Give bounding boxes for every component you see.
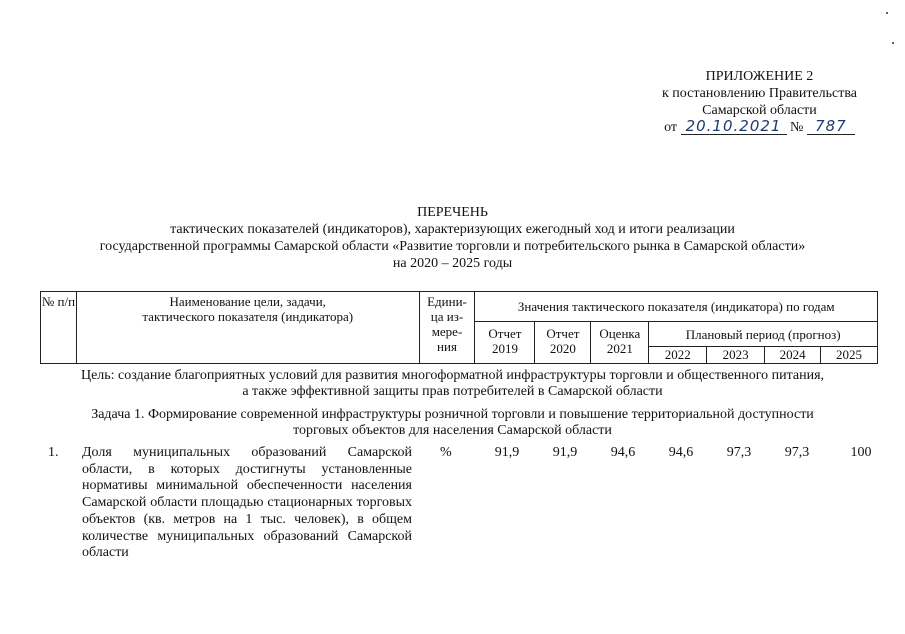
title-heading: ПЕРЕЧЕНЬ xyxy=(417,205,488,220)
task-line-1: Задача 1. Формирование современной инфраструктуры розничной торговли и повышение территориальной доступности xyxy=(91,407,814,422)
year-2024-header: 2024 xyxy=(765,347,821,364)
report-label: Отчет xyxy=(546,326,580,341)
task-text xyxy=(0,407,905,439)
document-title xyxy=(0,204,905,272)
goal-line-2: а также эффективной защиты прав потребителей в Самарской области xyxy=(242,384,663,399)
goal-line-1: Цель: создание благоприятных условий для развития многоформатной инфраструктуры торговли и общественного питания, xyxy=(80,368,825,383)
title-line-3: государственной программы Самарской области «Развитие торговли и потребительского рынка в Самарской области» xyxy=(99,239,806,254)
values-header: Значения тактического показателя (индикатора) по годам xyxy=(475,292,878,322)
table-row xyxy=(0,445,905,575)
appendix-region: Самарской области xyxy=(702,103,817,118)
appendix-title: ПРИЛОЖЕНИЕ 2 xyxy=(705,69,814,84)
report-label: Отчет xyxy=(488,326,522,341)
indicators-table-header xyxy=(40,291,878,364)
scan-speck xyxy=(892,42,894,44)
scan-speck xyxy=(886,12,888,14)
value-2020: 91,9 xyxy=(552,445,578,460)
value-2023: 97,3 xyxy=(726,445,752,460)
value-2025: 100 xyxy=(850,445,872,460)
row-number: 1. xyxy=(48,445,59,460)
col-name-header: Наименование цели, задачи, тактического показателя (индикатора) xyxy=(76,292,419,364)
estimate-label: Оценка xyxy=(599,326,641,341)
from-label: от xyxy=(664,120,678,135)
year-2022-header: 2022 xyxy=(649,347,707,364)
handwritten-date: 20.10.2021 xyxy=(681,119,787,135)
year-label: 2020 xyxy=(549,341,576,356)
year-2020-header xyxy=(535,322,591,364)
year-2025-header: 2025 xyxy=(821,347,878,364)
value-2021: 94,6 xyxy=(610,445,636,460)
unit-value: % xyxy=(440,445,452,460)
value-2024: 97,3 xyxy=(784,445,810,460)
goal-text xyxy=(0,368,905,400)
handwritten-number: 787 xyxy=(807,119,855,135)
year-2019-header xyxy=(475,322,535,364)
year-2021-header xyxy=(591,322,649,364)
value-2019: 91,9 xyxy=(494,445,520,460)
col-number-header: № п/п xyxy=(41,292,77,364)
value-2022: 94,6 xyxy=(668,445,694,460)
col-unit-header: Едини-ца из-мере-ния xyxy=(419,292,475,364)
title-line-2: тактических показателей (индикаторов), характеризующих ежегодный ход и итоги реализации xyxy=(170,222,735,237)
indicator-name: Доля муниципальных образований Самарской области, в которых достигнуты установленные нормативы минимальной обеспеченности населения Самарской области площадью стационарных торговых объектов (кв. метров на 1 тыс. человек), в общем количестве муниципальных образований Самарской области xyxy=(82,445,412,561)
plan-period-header: Плановый период (прогноз) xyxy=(649,322,878,347)
year-2023-header: 2023 xyxy=(707,347,765,364)
year-label: 2021 xyxy=(606,341,633,356)
appendix-resolution: к постановлению Правительства xyxy=(661,86,857,101)
number-label: № xyxy=(790,120,804,135)
appendix-block xyxy=(662,68,857,136)
year-label: 2019 xyxy=(491,341,518,356)
task-line-2: торговых объектов для населения Самарской области xyxy=(293,423,612,438)
title-line-4: на 2020 – 2025 годы xyxy=(392,256,513,271)
appendix-date-number xyxy=(662,119,857,136)
